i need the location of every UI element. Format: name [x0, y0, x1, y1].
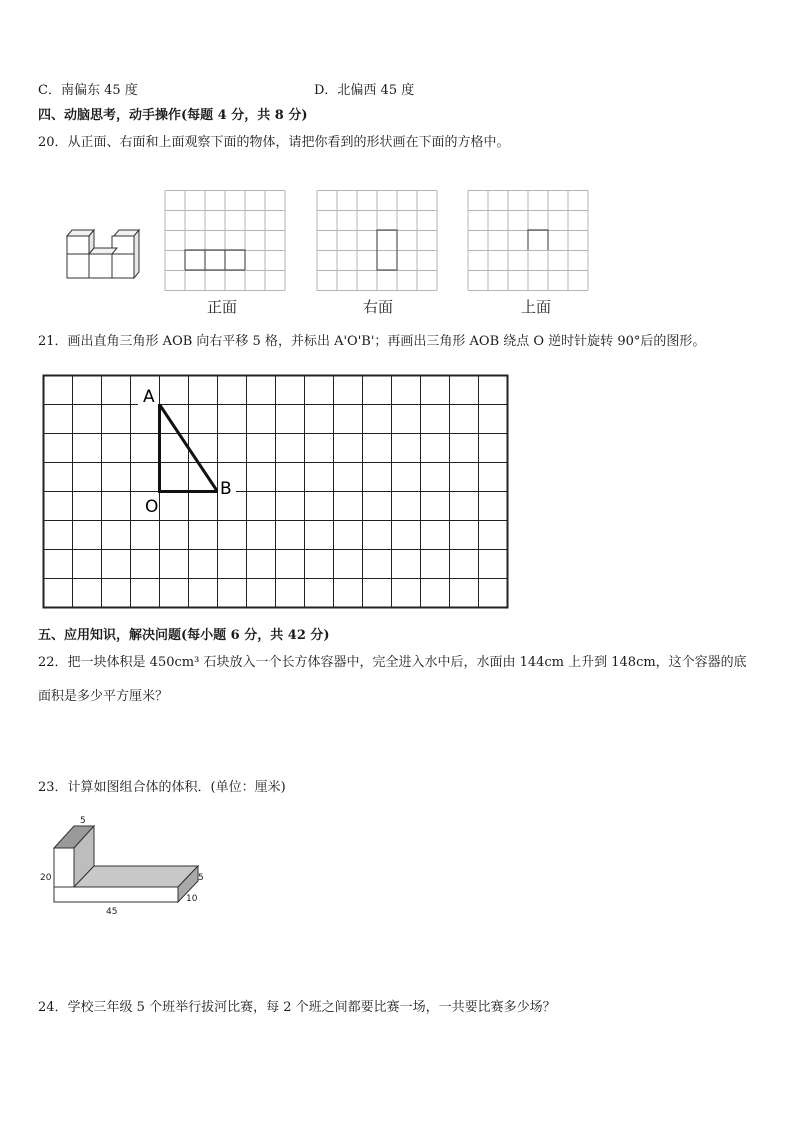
section-5-title: 五、应用知识，解决问题(每小题 6 分，共 42 分)	[38, 628, 330, 643]
question-22-line1: 22．把一块体积是 450cm³ 石块放入一个长方体容器中，完全进入水中后，水面由 144cm 上升到 148cm，这个容器的底	[38, 655, 747, 670]
section-4-title: 四、动脑思考，动手操作(每题 4 分，共 8 分)	[38, 108, 308, 123]
point-a-label: A	[143, 387, 155, 407]
dim-right-top: 5	[198, 873, 204, 883]
cube-stack-figure	[62, 224, 142, 282]
top-view-label: 上面	[520, 298, 551, 316]
option-c: C．南偏东 45 度	[38, 83, 138, 98]
right-view-label: 右面	[362, 298, 393, 316]
rotation-grid[interactable]	[40, 372, 512, 612]
question-23-text: 23．计算如图组合体的体积．(单位：厘米)	[38, 780, 286, 795]
question-24-text: 24．学校三年级 5 个班举行拔河比赛，每 2 个班之间都要比赛一场，一共要比赛多少场？	[38, 1000, 556, 1015]
point-o-label: O	[145, 497, 159, 517]
dim-left: 20	[40, 873, 52, 883]
front-view-grid[interactable]	[164, 190, 288, 292]
option-d: D．北偏西 45 度	[314, 83, 415, 98]
dim-bottom: 45	[106, 907, 118, 917]
front-view-label: 正面	[206, 298, 237, 316]
question-20-text: 20．从正面、右面和上面观察下面的物体，请把你看到的形状画在下面的方格中。	[38, 135, 510, 150]
dim-top: 5	[80, 816, 86, 826]
dim-right-bottom: 10	[186, 894, 198, 904]
right-view-grid[interactable]	[316, 190, 440, 292]
question-21-text: 21．画出直角三角形 AOB 向右平移 5 格，并标出 A'O'B'；再画出三角形 AOB 绕点 O 逆时针旋转 90°后的图形。	[38, 334, 706, 349]
l-shape-solid-figure	[38, 812, 218, 922]
question-22-line2: 面积是多少平方厘米？	[38, 689, 169, 704]
top-view-grid[interactable]	[467, 190, 591, 292]
point-b-label: B	[220, 479, 232, 499]
